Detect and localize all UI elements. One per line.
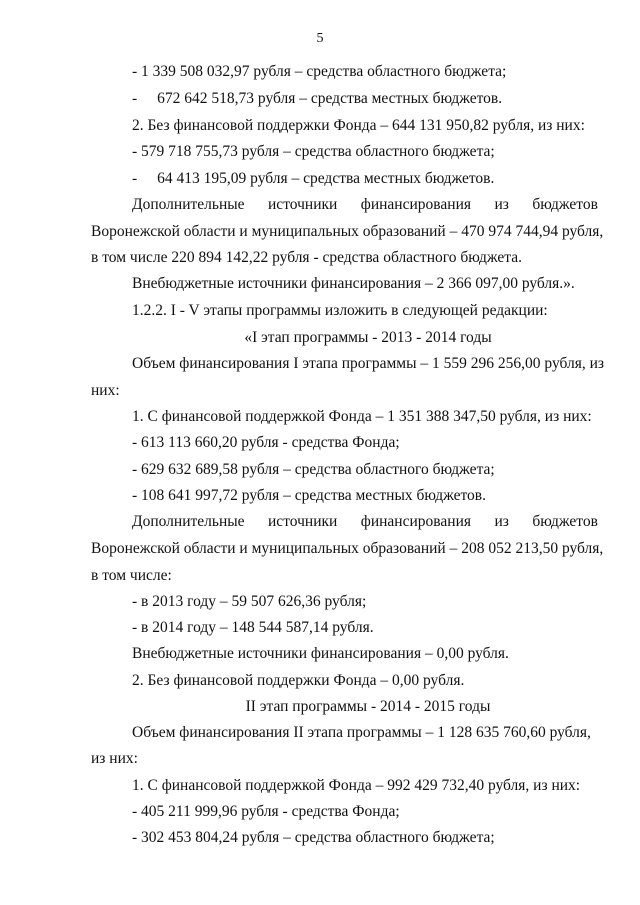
text-line: Внебюджетные источники финансирования – 2 366 097,00 рубля.». [132, 275, 575, 292]
text-line: 2. Без финансовой поддержки Фонда – 0,00 рубля. [132, 672, 465, 689]
text-line: - 613 113 660,20 рубля - средства Фонда; [132, 434, 400, 451]
text-line: - в 2014 году – 148 544 587,14 рубля. [132, 619, 374, 636]
text-line: в том числе: [91, 567, 172, 584]
text-line: 1. С финансовой поддержкой Фонда – 1 351 388 347,50 рубля, из них: [132, 408, 592, 425]
text-line: 1. С финансовой поддержкой Фонда – 992 429 732,40 рубля, из них: [132, 777, 581, 794]
word: Дополнительные [132, 513, 245, 530]
text-line: - в 2013 году – 59 507 626,36 рубля; [132, 593, 367, 610]
text-line: Воронежской области и муниципальных образований – 208 052 213,50 рубля, [91, 540, 604, 557]
list-dash: - [132, 90, 138, 107]
text-line: 2. Без финансовой поддержки Фонда – 644 131 950,82 рубля, из них: [132, 117, 585, 134]
word: источники [268, 196, 338, 213]
word: финансирования [360, 196, 471, 213]
text-line: - 405 211 999,96 рубля - средства Фонда; [132, 803, 400, 820]
text-line: - 108 641 997,72 рубля – средства местных бюджетов. [132, 487, 486, 504]
text-line: них: [91, 382, 120, 399]
text-line: Объем финансирования II этапа программы – 1 128 635 760,60 рубля, [132, 724, 591, 741]
justified-line [132, 196, 598, 214]
justified-line [132, 513, 598, 531]
text-line: 1.2.2. I - V этапы программы изложить в следующей редакции: [132, 302, 548, 319]
text-line: - 579 718 755,73 рубля – средства областного бюджета; [132, 143, 495, 160]
list-text: 672 642 518,73 рубля – средства местных бюджетов. [157, 90, 503, 107]
text-line: Воронежской области и муниципальных образований – 470 974 744,94 рубля, [91, 223, 604, 240]
text-line: - 302 453 804,24 рубля – средства областного бюджета; [132, 829, 495, 846]
text-line: Внебюджетные источники финансирования – 0,00 рубля. [132, 645, 509, 662]
word: финансирования [360, 513, 471, 530]
word: бюджетов [532, 513, 598, 530]
word: из [494, 196, 509, 213]
word: источники [268, 513, 338, 530]
word: бюджетов [532, 196, 598, 213]
word: из [494, 513, 509, 530]
section-heading: II этап программы - 2014 - 2015 годы [245, 698, 491, 715]
text-line: - 1 339 508 032,97 рубля – средства областного бюджета; [132, 63, 507, 80]
text-line: Объем финансирования I этапа программы – 1 559 296 256,00 рубля, из [132, 355, 605, 372]
text-line: в том числе 220 894 142,22 рубля - средства областного бюджета. [91, 249, 523, 266]
text-line [132, 90, 502, 108]
list-text: 64 413 195,09 рубля – средства местных бюджетов. [157, 170, 495, 187]
text-line: из них: [91, 750, 138, 767]
text-line: - 629 632 689,58 рубля – средства областного бюджета; [132, 461, 495, 478]
page-number: 5 [316, 31, 324, 46]
section-heading: «I этап программы - 2013 - 2014 годы [244, 329, 492, 346]
text-line [132, 170, 494, 188]
word: Дополнительные [132, 196, 245, 213]
list-dash: - [132, 170, 138, 187]
